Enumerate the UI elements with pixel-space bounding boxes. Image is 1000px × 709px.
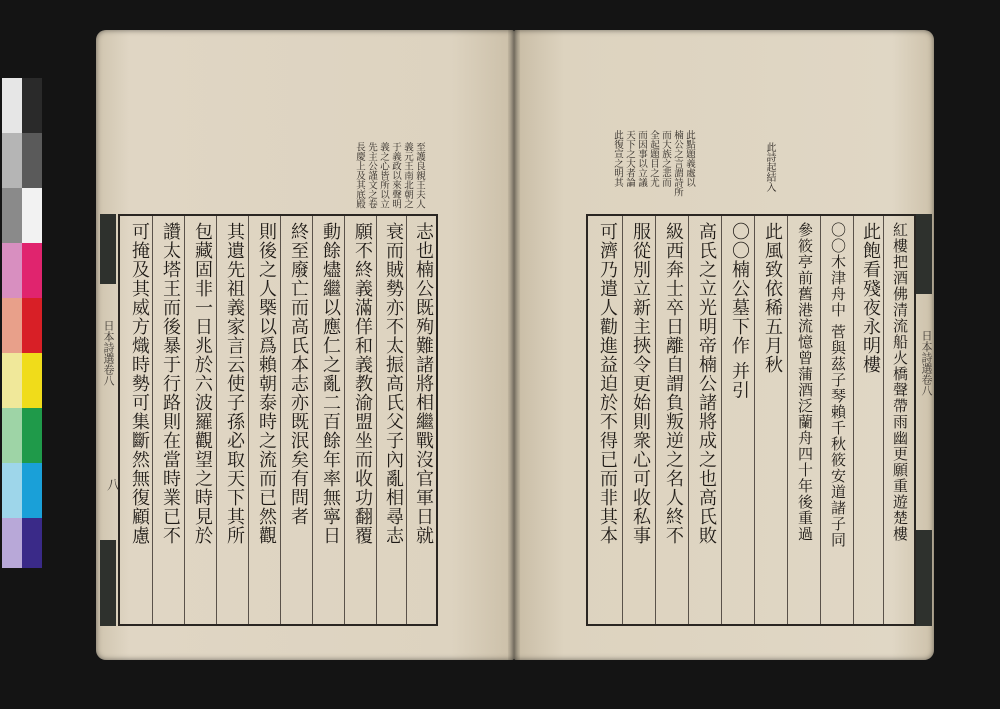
text-column: 志也楠公既殉難諸將相繼戰沒官軍日就 xyxy=(413,222,434,545)
left-margin-tab-top xyxy=(100,214,116,284)
text-column: 其遺先祖義家言云使子孫必取天下其所 xyxy=(224,222,245,545)
header-note: 此復宣之明其 xyxy=(612,130,623,187)
left-margin-title: 日本詩選卷八 xyxy=(102,320,115,386)
text-column: 參筱亭前舊港流憶曾蒲酒泛蘭舟四十年後重過 xyxy=(796,222,814,542)
color-calibration-strip xyxy=(2,78,44,568)
text-column: 則後之人槩以爲賴朝泰時之流而已然觀 xyxy=(256,222,277,545)
open-book xyxy=(96,30,936,666)
text-column: 級西奔士卒日離自謂負叛逆之名人終不 xyxy=(663,222,684,545)
text-column: 此飽看殘夜永明樓 xyxy=(860,222,881,374)
text-column: 願不終義滿佯和義教渝盟坐而收功翻覆 xyxy=(352,222,373,545)
right-margin-tab-bottom xyxy=(916,530,932,626)
right-header-label: 此詩起結入 xyxy=(764,142,775,192)
header-note: 于義政以來聲明 xyxy=(390,142,401,209)
left-text-frame xyxy=(118,214,438,626)
text-column: 衰而賊勢亦不太振高氏父子內亂相尋志 xyxy=(383,222,404,545)
text-column: 此風致依稀五月秋 xyxy=(762,222,783,374)
text-column: 可掩及其威方熾時勢可集斷然無復顧慮 xyxy=(129,222,150,545)
right-text-frame xyxy=(586,214,916,626)
header-note: 先主公謹文之卷 xyxy=(366,142,377,209)
text-column: 〇〇楠公墓下作 并引 xyxy=(729,222,750,400)
header-note: 楠公之言謂詩所 xyxy=(672,130,683,197)
text-column: 〇〇木津舟中 菅與茲子琴賴千秋筱安道諸子同 xyxy=(829,222,847,548)
text-column: 讚太塔王而後暴于行路則在當時業已不 xyxy=(160,222,181,545)
header-note: 而因事以立議 xyxy=(636,130,647,187)
book-spine xyxy=(508,30,520,660)
header-note: 義元王南北朝之 xyxy=(402,142,413,209)
text-column: 高氏之立光明帝楠公諸將成之也高氏敗 xyxy=(696,222,717,545)
right-margin-tab-top xyxy=(916,214,932,294)
text-column: 包藏固非一日兆於六波羅觀望之時見於 xyxy=(192,222,213,545)
header-note: 義之心皆所以立 xyxy=(378,142,389,209)
text-column: 可濟乃遣人勸進益迫於不得已而非其本 xyxy=(597,222,618,545)
text-column: 終至廢亡而高氏本志亦既泯矣有問者 xyxy=(288,222,309,526)
header-note: 而大族之悲而 xyxy=(660,130,671,187)
header-note: 全起題目之尤 xyxy=(648,130,659,187)
header-note: 天下之大者論 xyxy=(624,130,635,187)
left-page-number: 八 xyxy=(104,478,119,491)
header-note: 此點題義處以 xyxy=(684,130,695,187)
right-margin-title: 日本詩選卷八 xyxy=(920,330,933,396)
text-column: 動餘燼繼以應仁之亂二百餘年率無寧日 xyxy=(320,222,341,545)
header-note: 至護良親王夫人 xyxy=(414,142,425,209)
text-column: 服從別立新主挾令更始則衆心可收私事 xyxy=(630,222,651,545)
text-column: 紅樓把酒佛清流船火橋聲帶雨幽更願重遊楚樓 xyxy=(891,222,909,542)
left-margin-tab-bottom xyxy=(100,540,116,626)
header-note: 長慶上及其底殿 xyxy=(354,142,365,209)
left-page xyxy=(96,30,514,660)
